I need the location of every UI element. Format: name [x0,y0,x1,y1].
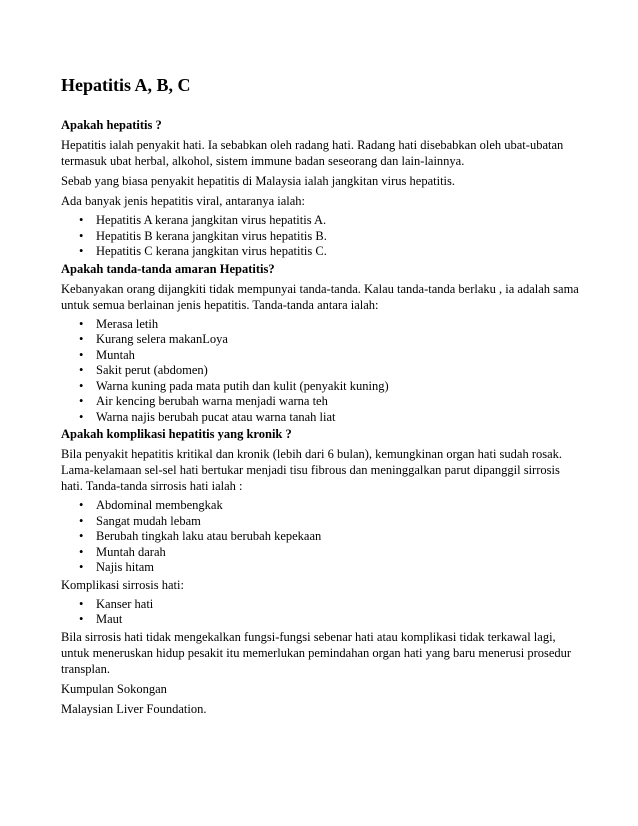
paragraph: Komplikasi sirrosis hati: [61,577,184,592]
paragraph: Hepatitis ialah penyakit hati. Ia sebabkan oleh radang hati. Radang hati disebabkan oleh ubat-ubatan termasuk ubat herbal, alkohol, sistem immune badan seseorang dan lain-lainnya. [61,138,564,168]
list-item-text: Warna najis berubah pucat atau warna tanah liat [96,409,336,424]
list-item-text: Muntah [96,347,135,362]
bullet-icon: • [79,394,84,408]
list-item [61,244,581,260]
document-title: Hepatitis A, B, C [61,75,191,95]
bullet-icon: • [79,560,84,574]
list-item-text: Hepatitis C kerana jangkitan virus hepatitis C. [96,244,327,258]
list-item [61,317,581,333]
bullet-icon: • [79,529,84,543]
document-page [61,74,581,721]
list-item-text: Muntah darah [96,544,166,559]
list-item-text: Kurang selera makanLoya [96,332,228,346]
paragraph: Bila penyakit hepatitis kritikal dan kronik (lebih dari 6 bulan), kemungkinan organ hati sudah rosak. Lama-kelamaan sel-sel hati bertukar menjadi tisu fibrous dan meninggalkan parut dipanggil sirrosis hati. Tanda-tanda sirrosis hati ialah : [61,447,563,493]
list-item [61,529,581,545]
list-item [61,514,581,530]
section-heading-what-is-hepatitis: Apakah hepatitis ? [61,118,162,132]
bullet-icon: • [79,363,84,377]
section-heading-warning-signs: Apakah tanda-tanda amaran Hepatitis? [61,261,275,276]
list-item-text: Maut [96,612,123,626]
bullet-icon: • [79,596,84,611]
list-item [61,379,581,395]
list-item-text: Kanser hati [96,596,154,611]
list-item-text: Abdominal membengkak [96,498,223,512]
bullet-icon: • [79,409,84,424]
list-item [61,394,581,410]
bullet-icon: • [79,498,84,512]
bullet-icon: • [79,213,84,227]
list-item [61,612,581,628]
bullet-icon: • [79,244,84,258]
cirrhosis-complications-list [61,597,581,628]
paragraph: Sebab yang biasa penyakit hepatitis di Malaysia ialah jangkitan virus hepatitis. [61,174,456,188]
paragraph: Kebanyakan orang dijangkiti tidak mempunyai tanda-tanda. Kalau tanda-tanda berlaku , ia adalah sama untuk semua berlainan jenis hepatitis. Tanda-tanda antara ialah: [61,281,579,312]
list-item [61,498,581,514]
paragraph: Ada banyak jenis hepatitis viral, antaranya ialah: [61,194,306,208]
bullet-icon: • [79,316,84,331]
list-item [61,545,581,561]
list-item-text: Air kencing berubah warna menjadi warna teh [96,394,328,408]
bullet-icon: • [79,513,84,528]
list-item-text: Warna kuning pada mata putih dan kulit (penyakit kuning) [96,378,389,393]
list-item-text: Berubah tingkah laku atau berubah kepekaan [96,529,322,543]
list-item-text: Sakit perut (abdomen) [96,363,208,377]
list-item [61,229,581,245]
cirrhosis-signs-list [61,498,581,576]
bullet-icon: • [79,378,84,393]
closing-paragraph: Bila sirrosis hati tidak mengekalkan fungsi-fungsi sebenar hati atau komplikasi tidak terkawal lagi, untuk meneruskan hidup pesakit itu memerlukan pemindahan organ hati yang baru menerusi prosedur transplan. [61,629,572,676]
list-item [61,213,581,229]
list-item-text: Merasa letih [96,316,159,331]
bullet-icon: • [79,544,84,559]
section-heading-chronic-complications: Apakah komplikasi hepatitis yang kronik ? [61,427,292,441]
list-item [61,348,581,364]
list-item [61,363,581,379]
hepatitis-types-list [61,213,581,260]
bullet-icon: • [79,228,84,243]
list-item [61,560,581,576]
list-item-text: Hepatitis B kerana jangkitan virus hepatitis B. [96,228,327,243]
list-item [61,410,581,426]
bullet-icon: • [79,612,84,626]
list-item-text: Najis hitam [96,560,154,574]
symptoms-list [61,317,581,426]
list-item [61,332,581,348]
signature-line: Kumpulan Sokongan [61,681,167,696]
bullet-icon: • [79,347,84,362]
list-item [61,597,581,613]
bullet-icon: • [79,332,84,346]
signature-line: Malaysian Liver Foundation. [61,701,207,716]
list-item-text: Sangat mudah lebam [96,513,201,528]
list-item-text: Hepatitis A kerana jangkitan virus hepatitis A. [96,213,327,227]
